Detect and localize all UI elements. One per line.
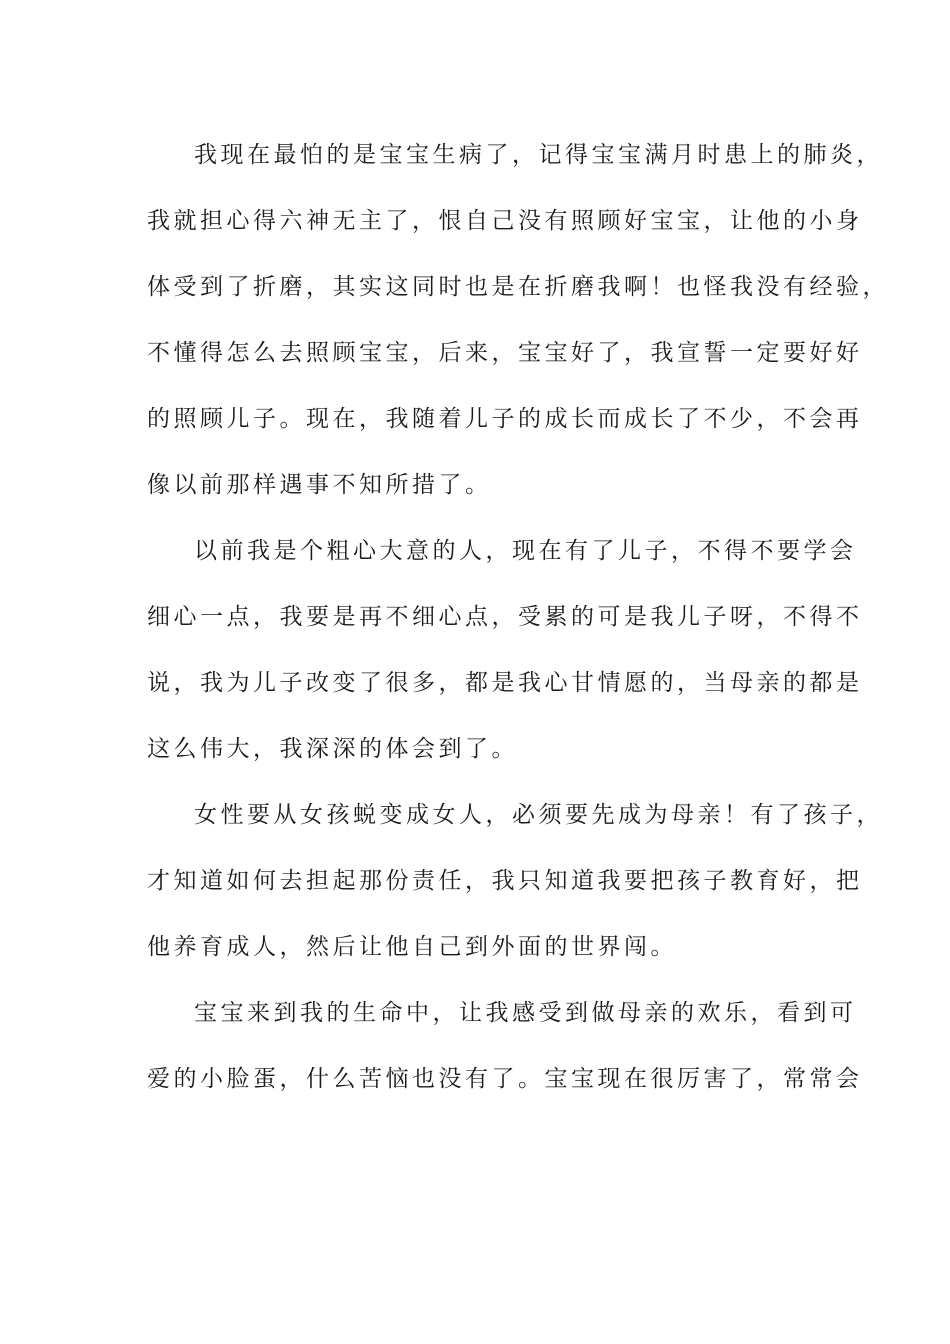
text-line: 女性要从女孩蜕变成女人，必须要先成为母亲！有了孩子， [194,802,883,828]
text-line: 才知道如何去担起那份责任，我只知道我要把孩子教育好，把 [147,868,863,894]
text-line: 我就担心得六神无主了，恨自己没有照顾好宝宝，让他的小身 [147,208,863,234]
paragraph-4 [147,980,863,1112]
paragraph-1 [147,122,889,518]
text-line: 爱的小脸蛋，什么苦恼也没有了。宝宝现在很厉害了，常常会 [147,1066,863,1092]
text-line: 宝宝来到我的生命中，让我感受到做母亲的欢乐，看到可 [194,1000,857,1026]
document-body [147,122,889,1112]
text-line: 细心一点，我要是再不细心点，受累的可是我儿子呀，不得不 [147,604,863,630]
text-line: 我现在最怕的是宝宝生病了，记得宝宝满月时患上的肺炎， [194,142,883,168]
text-line: 体受到了折磨，其实这同时也是在折磨我啊！也怪我没有经验， [147,274,889,300]
text-line: 他养育成人，然后让他自己到外面的世界闯。 [147,934,677,960]
text-line: 的照顾儿子。现在，我随着儿子的成长而成长了不少，不会再 [147,406,863,432]
paragraph-3 [147,782,883,980]
text-line: 不懂得怎么去照顾宝宝，后来，宝宝好了，我宣誓一定要好好 [147,340,863,366]
text-line: 这么伟大，我深深的体会到了。 [147,736,518,762]
text-line: 像以前那样遇事不知所措了。 [147,472,492,498]
paragraph-2 [147,518,863,782]
text-line: 以前我是个粗心大意的人，现在有了儿子，不得不要学会 [194,538,857,564]
text-line: 说，我为儿子改变了很多，都是我心甘情愿的，当母亲的都是 [147,670,863,696]
